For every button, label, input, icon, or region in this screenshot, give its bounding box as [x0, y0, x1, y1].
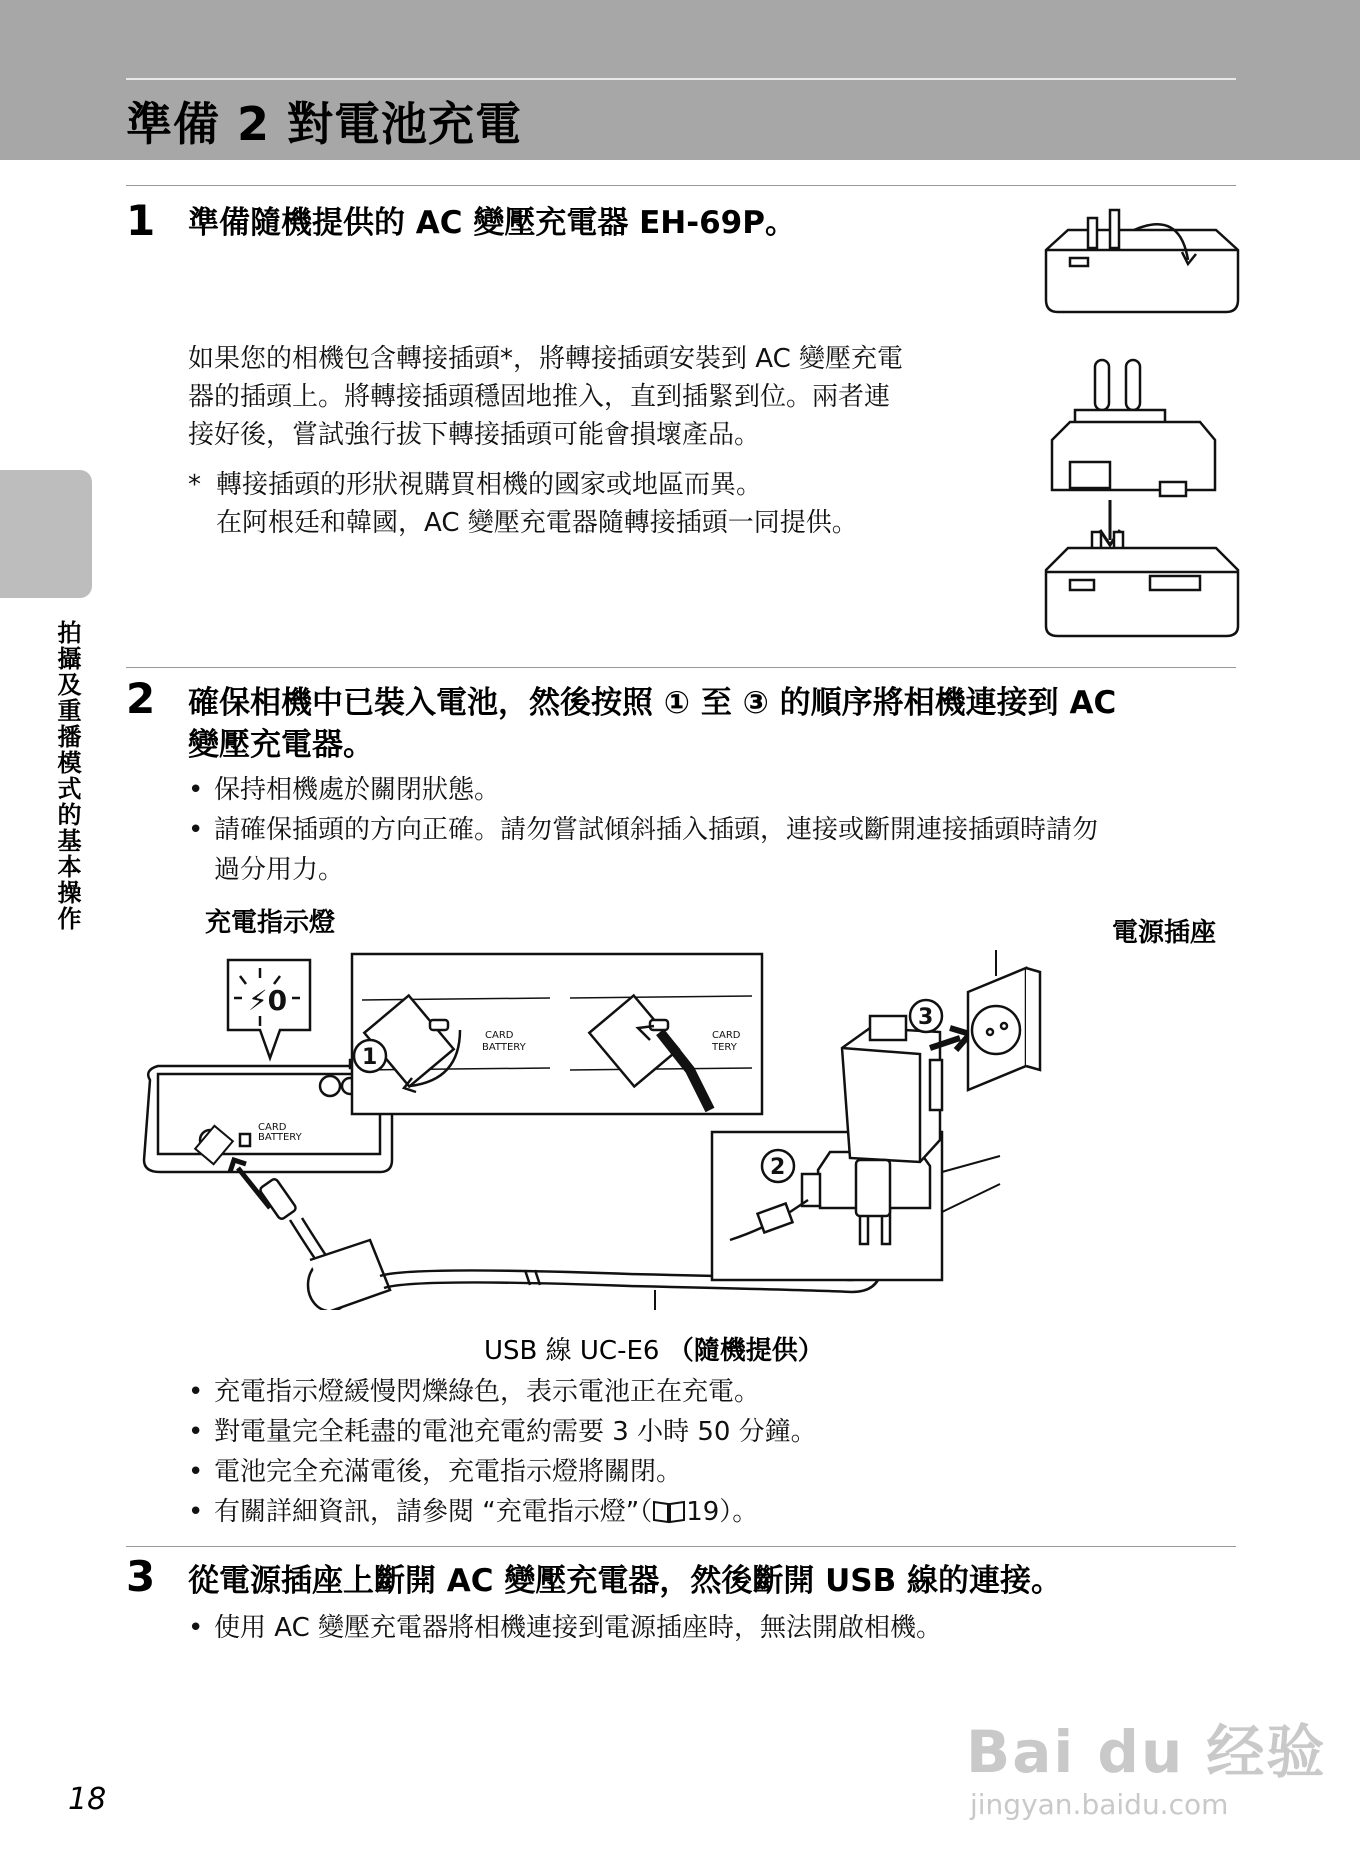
- body-line: 器的插頭上。將轉接插頭穩固地推入，直到插緊到位。兩者連: [188, 382, 891, 412]
- list-item: • 使用 AC 變壓充電器將相機連接到電源插座時，無法開啟相機。: [188, 1613, 943, 1643]
- step-2-bullets: [188, 770, 1238, 890]
- marker-3-icon: [910, 1000, 942, 1032]
- step-1-number: 1: [126, 196, 156, 245]
- step-3-title: 從電源插座上斷開 AC 變壓充電器，然後斷開 USB 線的連接。: [188, 1563, 1063, 1599]
- port-battery-label: BATTERY: [482, 1042, 526, 1053]
- wall-socket-icon: [968, 968, 1040, 1090]
- note-line: 在阿根廷和韓國，AC 變壓充電器隨轉接插頭一同提供。: [216, 508, 858, 538]
- divider: [126, 185, 1236, 186]
- divider: [126, 1546, 1236, 1547]
- port-card-label: CARD: [485, 1030, 514, 1041]
- svg-text:⚡0: ⚡0: [248, 984, 288, 1017]
- watermark-url: jingyan.baidu.com: [970, 1788, 1229, 1821]
- list-item: • 請確保插頭的方向正確。請勿嘗試傾斜插入插頭，連接或斷開連接插頭時請勿: [188, 815, 1099, 845]
- charger-top-icon: [1046, 210, 1238, 312]
- marker-2-text: 2: [770, 1155, 786, 1180]
- step-2-number: 2: [126, 674, 156, 723]
- step-1-title: 準備隨機提供的 AC 變壓充電器 EH-69P。: [188, 205, 796, 241]
- side-tab: [0, 470, 92, 598]
- list-item: • 有關詳細資訊，請參閱 “充電指示燈”（ 19）。: [188, 1497, 759, 1527]
- list-item: 過分用力。: [214, 855, 345, 885]
- body-line: 如果您的相機包含轉接插頭*，將轉接插頭安裝到 AC 變壓充電: [188, 344, 904, 374]
- watermark-logo: Bai du 经验: [966, 1718, 1327, 1786]
- marker-3-text: 3: [918, 1005, 934, 1030]
- note-line: 轉接插頭的形狀視購買相機的國家或地區而異。: [216, 470, 763, 500]
- body-line: 接好後，嘗試強行拔下轉接插頭可能會損壞產品。: [188, 420, 761, 450]
- marker-1-text: 1: [362, 1045, 378, 1070]
- camera-port-label: BATTERY: [258, 1132, 302, 1143]
- page-title: 準備 2 對電池充電: [126, 97, 523, 151]
- page-number: 18: [68, 1782, 107, 1817]
- step-2-after-bullets: [188, 1372, 1238, 1532]
- divider: [126, 667, 1236, 668]
- camera-port-label: CARD: [258, 1122, 287, 1133]
- list-item: • 保持相機處於關閉狀態。: [188, 775, 501, 805]
- step-3-bullets: [188, 1608, 1238, 1648]
- list-item: • 電池完全充滿電後，充電指示燈將關閉。: [188, 1457, 683, 1487]
- list-item: • 對電量完全耗盡的電池充電約需要 3 小時 50 分鐘。: [188, 1417, 817, 1447]
- book-icon: [652, 1498, 686, 1524]
- side-label: 拍攝及重播模式的基本操作: [53, 620, 81, 932]
- title-line: 變壓充電器。: [188, 727, 374, 763]
- adapter-plug-icon: [1052, 360, 1215, 496]
- step-1-body: [188, 340, 1008, 454]
- charger-bottom-icon: [1046, 532, 1238, 636]
- header-rule: [126, 78, 1236, 80]
- step-2-title: [188, 682, 1238, 766]
- title-line: 確保相機中已裝入電池，然後按照 ① 至 ③ 的順序將相機連接到 AC: [188, 685, 1117, 721]
- port-card-label: CARD: [712, 1030, 741, 1041]
- port-battery-label: TERY: [712, 1042, 737, 1053]
- marker-1-icon: [354, 1040, 386, 1072]
- note-mark: *: [188, 470, 201, 500]
- power-outlet-label: 電源插座: [1112, 918, 1217, 948]
- usb-cable-label: USB 線 UC-E6 （隨機提供）: [484, 1336, 824, 1366]
- connection-diagram: [130, 940, 1240, 1310]
- charge-lamp-label: 充電指示燈: [205, 908, 336, 938]
- charger-adapter-illustration: [1030, 200, 1250, 640]
- marker-2-icon: [762, 1150, 794, 1182]
- step-1-note: [216, 466, 1006, 542]
- list-item: • 充電指示燈緩慢閃爍綠色，表示電池正在充電。: [188, 1377, 761, 1407]
- step-3-number: 3: [126, 1552, 156, 1601]
